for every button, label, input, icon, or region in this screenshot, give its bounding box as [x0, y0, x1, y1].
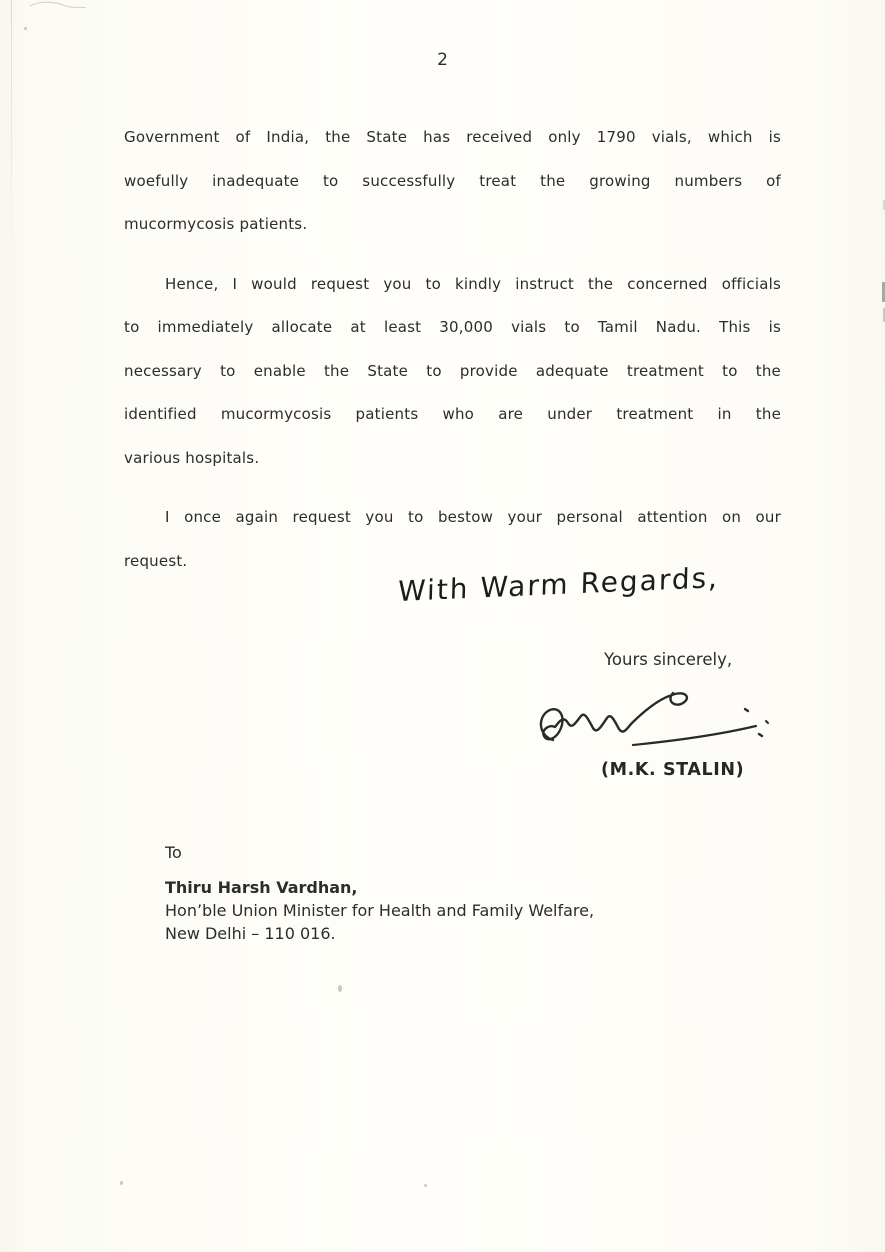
- recipient-name: Thiru Harsh Vardhan,: [165, 878, 358, 897]
- signatory-name: (M.K. STALIN): [601, 760, 745, 780]
- scan-speck: [424, 1184, 427, 1187]
- pencil-scribble-mark: [22, 0, 102, 20]
- paragraph-line: Hence, I would request you to kindly instruct the concerned officials: [165, 274, 781, 293]
- recipient-salutation: To: [165, 843, 182, 862]
- scan-speck: [24, 27, 27, 30]
- scan-speck: [120, 1181, 123, 1185]
- paragraph-line: request.: [124, 551, 188, 570]
- scan-edge-line: [11, 0, 12, 270]
- scan-speck: [338, 985, 342, 992]
- page-number: 2: [437, 50, 448, 70]
- recipient-title: Hon’ble Union Minister for Health and Family Welfare,: [165, 901, 595, 920]
- recipient-block: [165, 841, 594, 945]
- paragraph-line: Government of India, the State has received only 1790 vials, which is: [124, 128, 781, 146]
- paragraph-vials-received: [124, 116, 781, 247]
- paragraph-line: identified mucormycosis patients who are under treatment in the: [124, 405, 781, 423]
- paragraph-line: necessary to enable the State to provide adequate treatment to the: [124, 361, 781, 380]
- signature-scribble: [523, 688, 775, 758]
- paragraph-line: I once again request you to bestow your personal attention on our: [165, 508, 781, 526]
- paragraph-allocation-request: [124, 263, 781, 481]
- closing-valediction: Yours sincerely,: [604, 650, 733, 669]
- paragraph-line: various hospitals.: [124, 448, 260, 467]
- paragraph-line: mucormycosis patients.: [124, 215, 308, 233]
- paragraph-line: woefully inadequate to successfully treat the growing numbers of: [124, 171, 781, 190]
- letter-body: [124, 116, 781, 599]
- handwritten-regards-note: With Warm Regards,: [397, 560, 720, 609]
- recipient-address: New Delhi – 110 016.: [165, 924, 336, 943]
- paragraph-line: to immediately allocate at least 30,000 vials to Tamil Nadu. This is: [124, 318, 781, 336]
